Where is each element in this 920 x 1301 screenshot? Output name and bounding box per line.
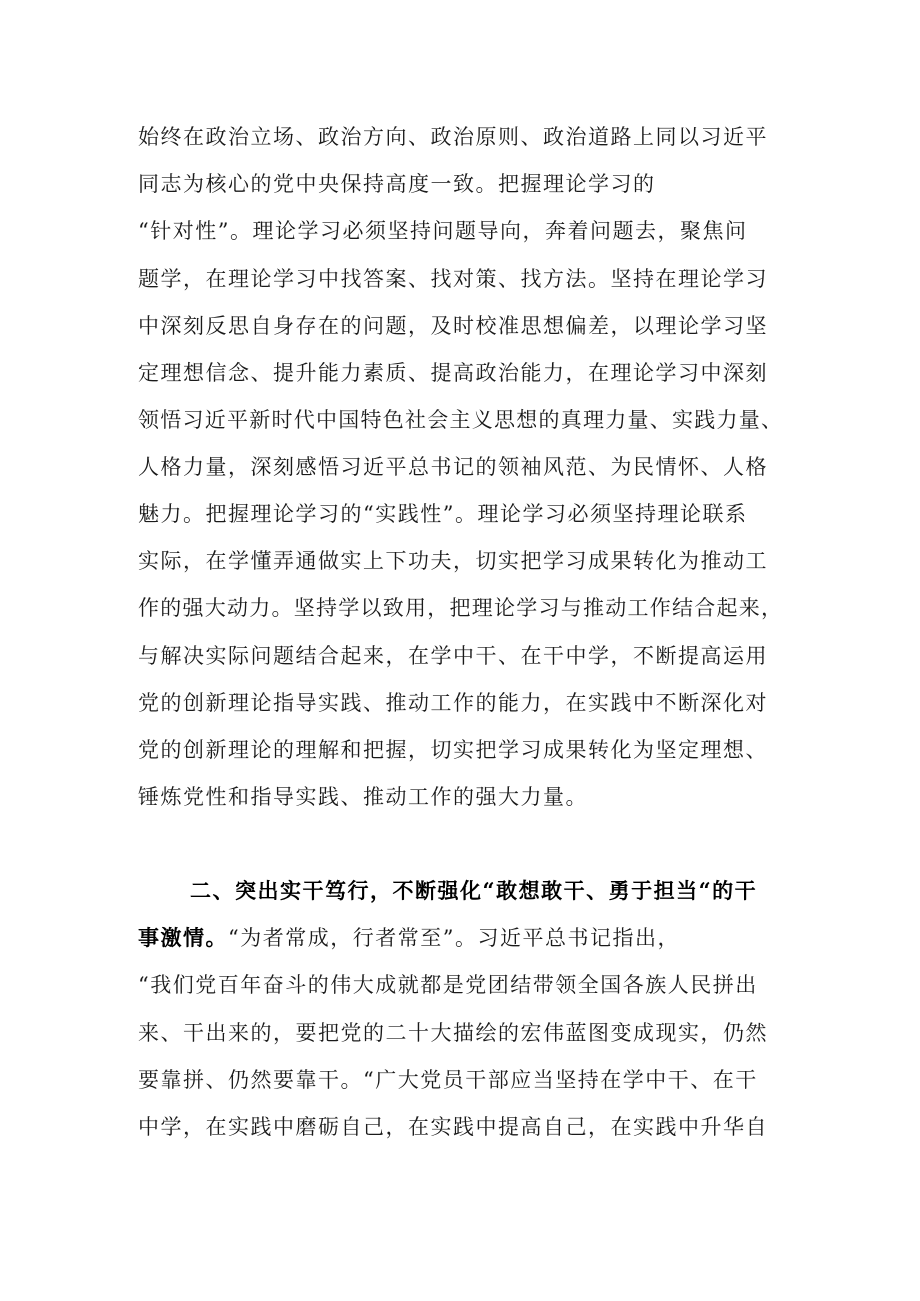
paragraph1-line-14: 党的创新理论的理解和把握，切实把学习成果转化为坚定理想、 (138, 738, 768, 762)
section-heading-quote: “为者常成，行者常至”。习近平总书记指出， (228, 926, 680, 950)
paragraph1-line-8: 人格力量，深刻感悟习近平总书记的领袖风范、为民情怀、人格 (138, 455, 768, 479)
paragraph1-line-7: 领悟习近平新时代中国特色社会主义思想的真理力量、实践力量、 (138, 408, 784, 432)
paragraph1-line-2: 同志为核心的党中央保持高度一致。把握理论学习的 (138, 172, 656, 196)
paragraph2-line-3: 要靠拼、仍然要靠干。“广大党员干部应当坚持在学中干、在干 (138, 1068, 758, 1092)
paragraph1-line-5: 中深刻反思自身存在的问题，及时校准思想偏差，以理论学习坚 (138, 314, 768, 338)
paragraph1-line-3: “针对性”。理论学习必须坚持问题导向，奔着问题去，聚焦问 (138, 219, 748, 243)
paragraph1-line-13: 党的创新理论指导实践、推动工作的能力，在实践中不断深化对 (138, 691, 768, 715)
paragraph1-line-10: 实际，在学懂弄通做实上下功夫，切实把学习成果转化为推动工 (138, 549, 768, 573)
paragraph2-line-1: “我们党百年奋斗的伟大成就都是党团结带领全国各族人民拼出 (138, 973, 758, 997)
paragraph1-line-12: 与解决实际问题结合起来，在学中干、在干中学，不断提高运用 (138, 644, 768, 668)
section-heading-line-1: 二、突出实干笃行，不断强化“敢想敢干、勇于担当“的干 (190, 878, 758, 903)
paragraph1-line-15: 锤炼党性和指导实践、推动工作的强大力量。 (138, 785, 588, 809)
paragraph1-line-9: 魅力。把握理论学习的“实践性”。理论学习必须坚持理论联系 (138, 502, 748, 526)
paragraph2-line-4: 中学，在实践中磨砺自己，在实践中提高自己，在实践中升华自 (138, 1115, 768, 1139)
paragraph2-line-2: 来、干出来的，要把党的二十大描绘的宏伟蓝图变成现实，仍然 (138, 1021, 768, 1045)
paragraph1-line-6: 定理想信念、提升能力素质、提高政治能力，在理论学习中深刻 (138, 361, 768, 385)
paragraph1-line-11: 作的强大动力。坚持学以致用，把理论学习与推动工作结合起来， (138, 596, 784, 620)
paragraph1-line-4: 题学，在理论学习中找答案、找对策、找方法。坚持在理论学习 (138, 267, 768, 291)
section-heading-line-2 (138, 923, 680, 953)
paragraph1-line-1: 始终在政治立场、政治方向、政治原则、政治道路上同以习近平 (138, 125, 768, 149)
section-heading-bold-tail: 事激情。 (138, 925, 228, 950)
